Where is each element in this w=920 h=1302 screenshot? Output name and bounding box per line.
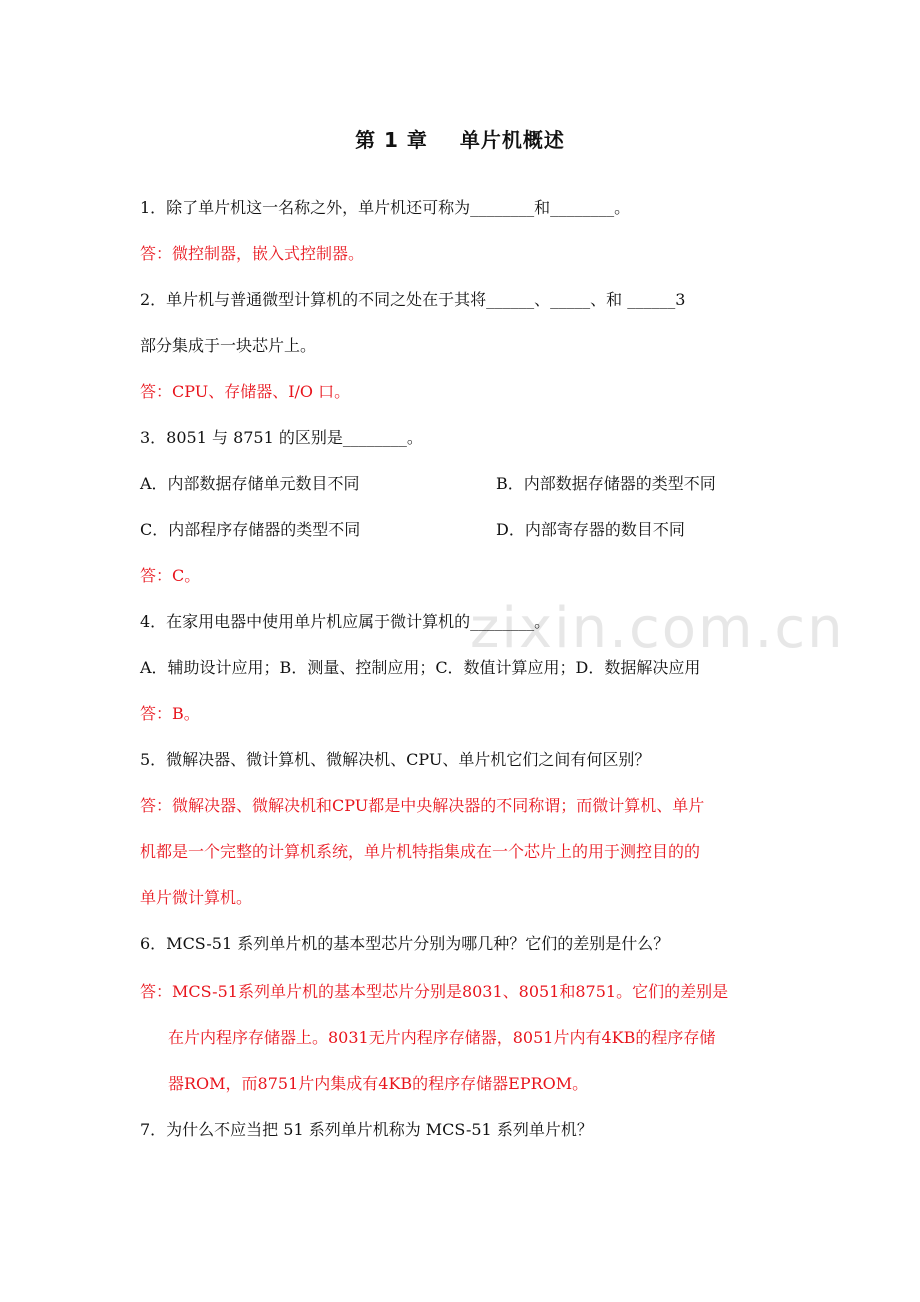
answer-5-line-1: 答：微解决器、微解决机和CPU都是中央解决器的不同称谓；而微计算机、单片 xyxy=(140,796,705,815)
question-3: 3．8051 与 8751 的区别是________。 xyxy=(140,428,423,447)
answer-6-line-3: 器ROM，而8751片内集成有4KB的程序存储器EPROM。 xyxy=(168,1074,589,1093)
answer-4: 答：B。 xyxy=(140,704,200,723)
question-7: 7．为什么不应当把 51 系列单片机称为 MCS-51 系列单片机？ xyxy=(140,1120,593,1139)
question-1: 1．除了单片机这一名称之外，单片机还可称为________和________。 xyxy=(140,198,631,217)
answer-1: 答：微控制器，嵌入式控制器。 xyxy=(140,244,365,263)
question-3-option-b: B．内部数据存储器的类型不同 xyxy=(496,474,716,493)
question-2-line-2: 部分集成于一块芯片上。 xyxy=(140,336,317,355)
answer-3: 答：C。 xyxy=(140,566,201,585)
question-4-options: A．辅助设计应用；B．测量、控制应用；C．数值计算应用；D．数据解决应用 xyxy=(140,658,701,677)
question-3-option-c: C．内部程序存储器的类型不同 xyxy=(140,520,361,539)
question-4: 4．在家用电器中使用单片机应属于微计算机的________。 xyxy=(140,612,551,631)
chapter-name: 单片机概述 xyxy=(459,128,565,152)
answer-5-line-2: 机都是一个完整的计算机系统，单片机特指集成在一个芯片上的用于测控目的的 xyxy=(140,842,701,861)
chapter-number: 第 1 章 xyxy=(355,128,428,152)
page-title xyxy=(0,124,920,153)
question-6: 6．MCS-51 系列单片机的基本型芯片分别为哪几种？它们的差别是什么？ xyxy=(140,934,670,953)
question-3-option-a: A．内部数据存储单元数目不同 xyxy=(140,474,360,493)
question-2-line-1: 2．单片机与普通微型计算机的不同之处在于其将______、_____、和 ______3 xyxy=(140,290,686,309)
answer-5-line-3: 单片微计算机。 xyxy=(140,888,253,907)
question-3-option-d: D．内部寄存器的数目不同 xyxy=(496,520,685,539)
answer-6-line-2: 在片内程序存储器上。8031无片内程序存储器，8051片内有4KB的程序存储 xyxy=(168,1028,716,1047)
answer-6-line-1: 答：MCS-51系列单片机的基本型芯片分别是8031、8051和8751。它们的差别是 xyxy=(140,982,729,1001)
answer-2: 答：CPU、存储器、I/O 口。 xyxy=(140,382,351,401)
watermark: zixin.com.cn xyxy=(470,596,845,661)
question-5: 5．微解决器、微计算机、微解决机、CPU、单片机它们之间有何区别？ xyxy=(140,750,651,769)
